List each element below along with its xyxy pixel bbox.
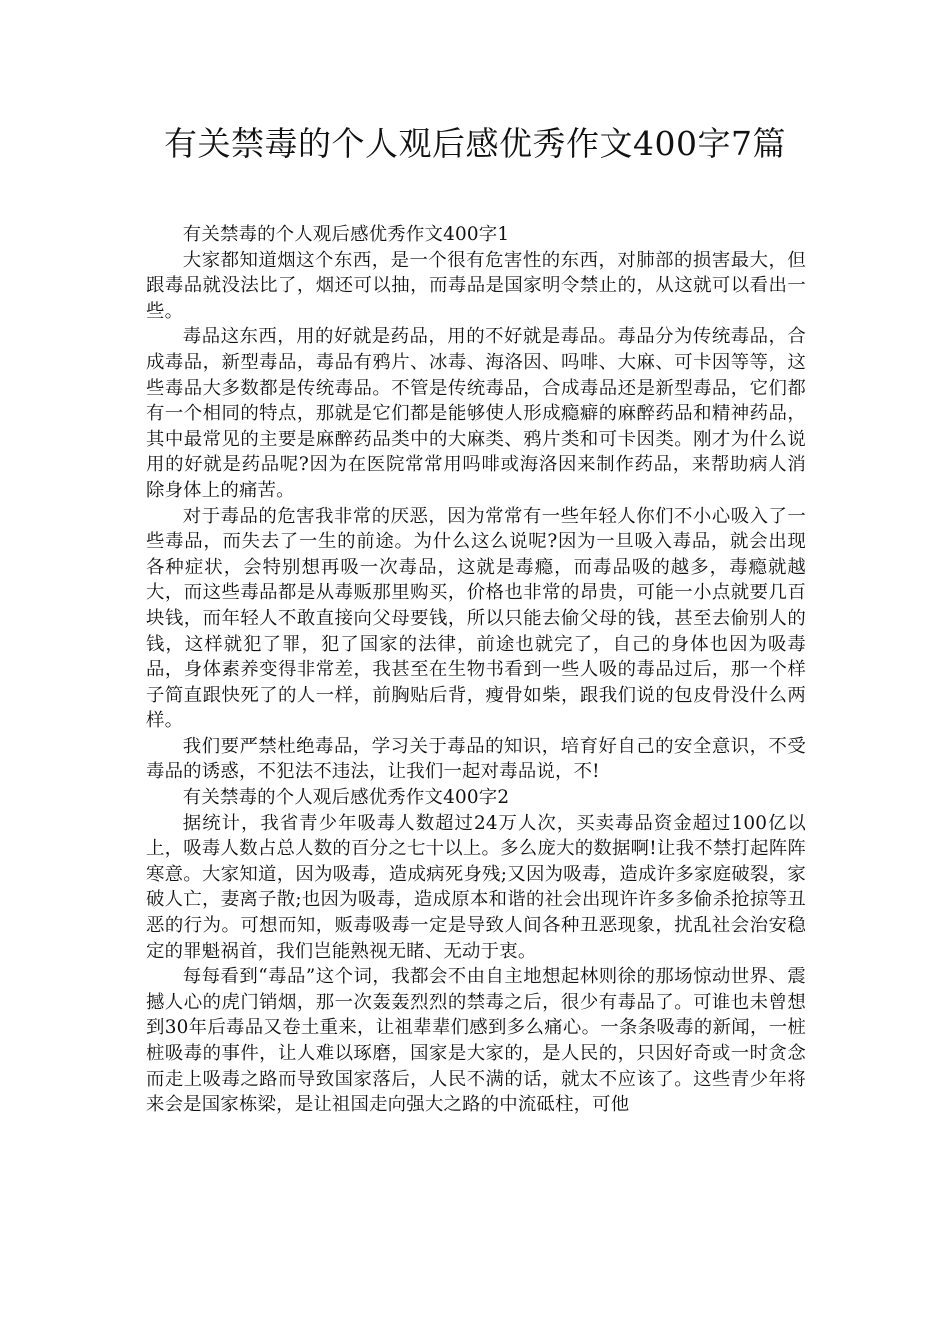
document-title: 有关禁毒的个人观后感优秀作文400字7篇 bbox=[164, 124, 786, 163]
paragraph: 每每看到“毒品”这个词，我都会不由自主地想起林则徐的那场惊动世界、震撼人心的虎门销烟，那一次轰轰烈烈的禁毒之后，很少有毒品了。可谁也未曾想到30年后毒品又卷土重来，让祖辈辈们感到多么痛心。一条条吸毒的新闻，一桩桩吸毒的事件，让人难以琢磨，国家是大家的，是人民的，只因好奇或一时贪念而走上吸毒之路而导致国家落后，人民不满的话，就太不应该了。这些青少年将来会是国家栋梁，是让祖国走向强大之路的中流砥柱，可他 bbox=[146, 966, 806, 1116]
paragraph: 我们要严禁杜绝毒品，学习关于毒品的知识，培育好自己的安全意识，不受毒品的诱惑，不犯法不违法，让我们一起对毒品说，不! bbox=[146, 735, 806, 783]
section-heading-1: 有关禁毒的个人观后感优秀作文400字1 bbox=[182, 224, 510, 245]
section-heading-2: 有关禁毒的个人观后感优秀作文400字2 bbox=[182, 787, 510, 809]
paragraph: 据统计，我省青少年吸毒人数超过24万人次，买卖毒品资金超过100亿以上，吸毒人数占总人数的百分之七十以上。多么庞大的数据啊!让我不禁打起阵阵寒意。大家知道，因为吸毒，造成病死身残;又因为吸毒，造成许多家庭破裂，家破人亡，妻离子散;也因为吸毒，造成原本和谐的社会出现许许多多偷杀抢掠等丑恶的行为。可想而知，贩毒吸毒一定是导致人间各种丑恶现象，扰乱社会治安稳定的罪魁祸首，我们岂能熟视无睹、无动于衷。 bbox=[146, 812, 806, 962]
paragraph: 大家都知道烟这个东西，是一个很有危害性的东西，对肺部的损害最大，但跟毒品就没法比了，烟还可以抽，而毒品是国家明令禁止的，从这就可以看出一些。 bbox=[146, 249, 806, 322]
document-body bbox=[146, 222, 806, 1118]
paragraph: 对于毒品的危害我非常的厌恶，因为常常有一些年轻人你们不小心吸入了一些毒品，而失去了一生的前途。为什么这么说呢?因为一旦吸入毒品，就会出现各种症状，会特别想再吸一次毒品，这就是毒瘾，而毒品吸的越多，毒瘾就越大，而这些毒品都是从毒贩那里购买，价格也非常的昂贵，可能一小点就要几百块钱，而年轻人不敢直接向父母要钱，所以只能去偷父母的钱，甚至去偷别人的钱，这样就犯了罪，犯了国家的法律，前途也就完了，自己的身体也因为吸毒品，身体素养变得非常差，我甚至在生物书看到一些人吸的毒品过后，那一个样子简直跟快死了的人一样，前胸贴后背，瘦骨如柴，跟我们说的包皮骨没什么两样。 bbox=[146, 505, 806, 732]
paragraph: 毒品这东西，用的好就是药品，用的不好就是毒品。毒品分为传统毒品，合成毒品，新型毒品，毒品有鸦片、冰毒、海洛因、吗啡、大麻、可卡因等等，这些毒品大多数都是传统毒品。不管是传统毒品，合成毒品还是新型毒品，它们都有一个相同的特点，那就是它们都是能够使人形成瘾癖的麻醉药品和精神药品，其中最常见的主要是麻醉药品类中的大麻类、鸦片类和可卡因类。刚才为什么说用的好就是药品呢?因为在医院常常用吗啡或海洛因来制作药品，来帮助病人消除身体上的痛苦。 bbox=[146, 326, 806, 501]
